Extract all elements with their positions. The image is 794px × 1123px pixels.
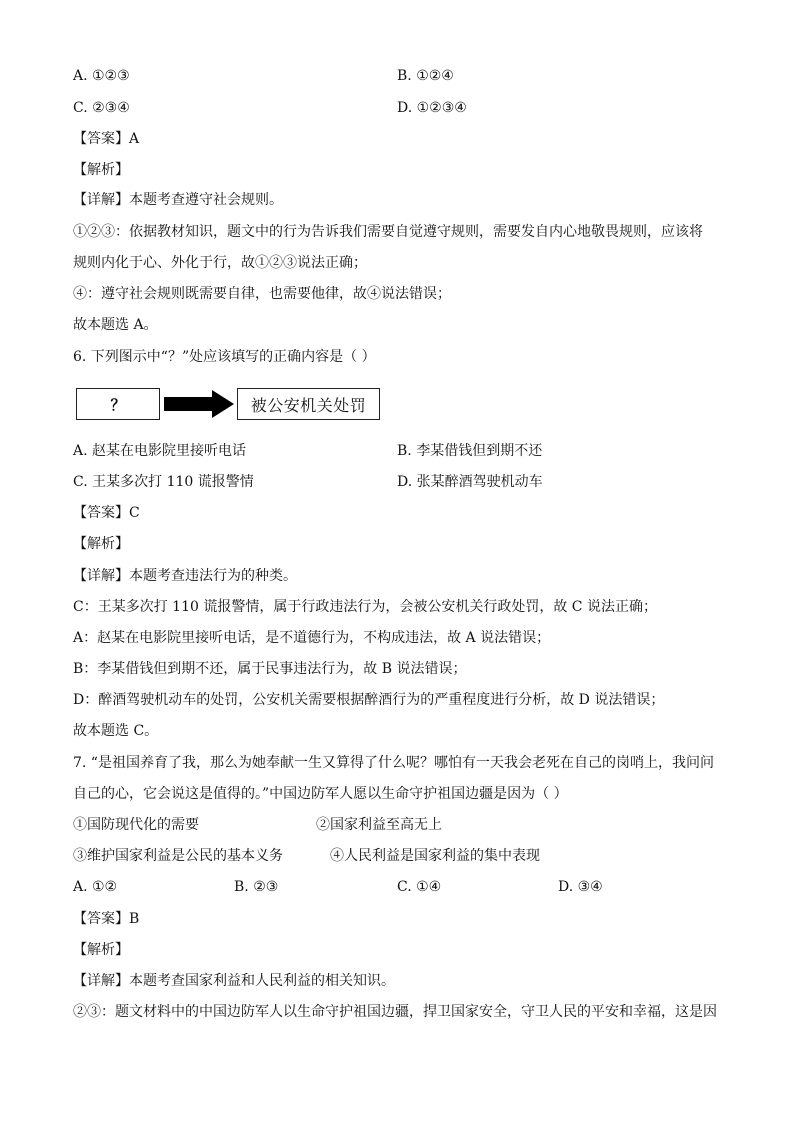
q7-stem-line-1: 7. “是祖国养育了我，那么为她奉献一生又算得了什么呢？哪怕有一天我会老死在自己的岗哨上，我问问 [73,755,714,771]
q6-diagram-unknown-box: ？ [76,388,160,420]
q6-option-b: B. 李某借钱但到期不还 [397,443,543,459]
q7-item-2: ②国家利益至高无上 [316,817,442,833]
q5-detail: 【详解】本题考查遵守社会规则。 [73,192,283,208]
q6-stem: 6. 下列图示中“？”处应该填写的正确内容是（ ） [73,349,376,365]
q6-detail: 【详解】本题考查违法行为的种类。 [73,568,297,584]
q6-explanation-a: A：赵某在电影院里接听电话，是不道德行为，不构成违法，故 A 说法错误； [73,630,551,646]
q7-option-d: D. ③④ [558,879,603,895]
q6-conclusion: 故本题选 C。 [73,723,159,739]
q7-item-3: ③维护国家利益是公民的基本义务 [73,848,283,864]
q7-item-1: ①国防现代化的需要 [73,817,199,833]
q5-option-d: D. ①②③④ [397,100,467,116]
q5-option-c: C. ②③④ [73,100,130,116]
q6-diagram-result-box: 被公安机关处罚 [237,388,380,420]
q5-option-b: B. ①②④ [397,68,454,84]
q5-explanation-1: ①②③：依据教材知识，题文中的行为告诉我们需要自觉遵守规则，需要发自内心地敬畏规则，应该将 [73,224,703,240]
q7-detail: 【详解】本题考查国家利益和人民利益的相关知识。 [73,973,395,989]
q7-option-c: C. ①④ [397,879,442,895]
q6-explanation-d: D：醉酒驾驶机动车的处罚，公安机关需要根据醉酒行为的严重程度进行分析，故 D 说法错误； [73,692,665,708]
q6-option-a: A. 赵某在电影院里接听电话 [73,443,247,459]
q5-answer: 【答案】A [73,131,140,147]
q6-answer: 【答案】C [73,505,140,521]
q6-diagram [76,388,366,422]
q6-option-d: D. 张某醉酒驾驶机动车 [397,474,543,490]
q7-stem-line-2: 自己的心，它会说这是值得的。”中国边防军人愿以生命守护祖国边疆是因为（ ） [73,786,568,802]
q7-answer: 【答案】B [73,911,140,927]
q7-item-4: ④人民利益是国家利益的集中表现 [330,848,540,864]
q7-option-a: A. ①② [73,879,118,895]
q7-option-b: B. ②③ [234,879,279,895]
q5-analysis-label: 【解析】 [73,162,129,178]
q5-explanation-2: ④：遵守社会规则既需要自律，也需要他律，故④说法错误； [73,286,451,302]
q7-analysis-label: 【解析】 [73,942,129,958]
q5-explanation-1b: 规则内化于心、外化于行，故①②③说法正确； [73,255,367,271]
right-arrow-icon [164,390,234,418]
q6-option-c: C. 王某多次打 110 谎报警情 [73,474,254,490]
q6-explanation-c: C：王某多次打 110 谎报警情，属于行政违法行为，会被公安机关行政处罚，故 C 说法正确； [73,599,657,615]
q5-option-a: A. ①②③ [73,68,130,84]
q7-explanation-1: ②③：题文材料中的中国边防军人以生命守护祖国边疆，捍卫国家安全，守卫人民的平安和幸福，这是因 [73,1004,717,1020]
q5-conclusion: 故本题选 A。 [73,317,158,333]
q6-explanation-b: B：李某借钱但到期不还，属于民事违法行为，故 B 说法错误； [73,661,467,677]
q6-analysis-label: 【解析】 [73,536,129,552]
